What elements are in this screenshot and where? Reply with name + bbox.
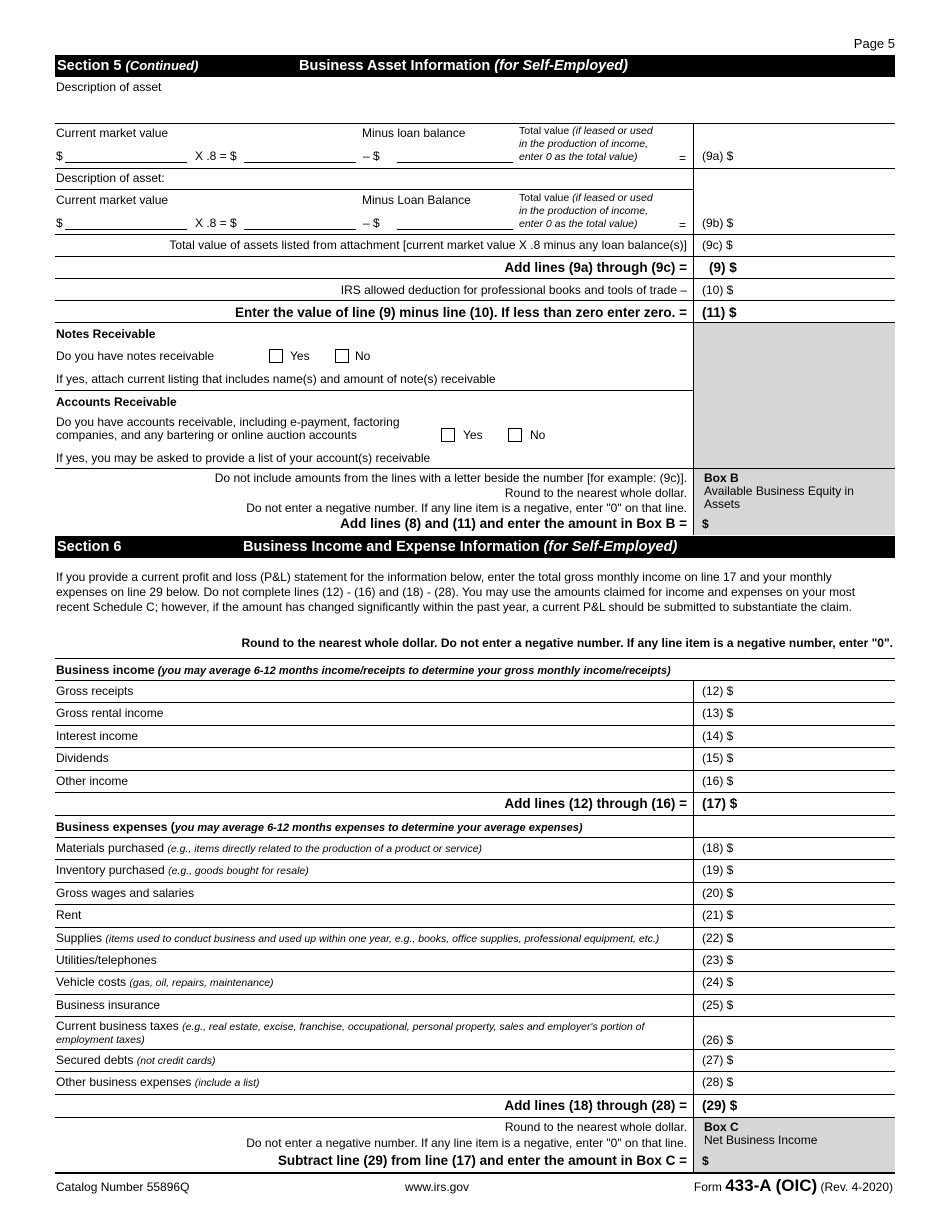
line-29-text: Add lines (18) through (28) = bbox=[504, 1098, 687, 1113]
box-b-instruction: Add lines (8) and (11) and enter the amount in Box B = bbox=[340, 516, 687, 531]
row-label: Other business expenses (include a list) bbox=[56, 1075, 260, 1090]
market-value-9b-field[interactable] bbox=[65, 229, 187, 230]
section5-label: Section 5 bbox=[57, 58, 122, 74]
notes-receivable-no-checkbox[interactable] bbox=[335, 349, 349, 363]
line-9-text: Add lines (9a) through (9c) = bbox=[504, 260, 687, 275]
notes-receivable-note: If yes, attach current listing that includes name(s) and amount of note(s) receivable bbox=[56, 372, 496, 386]
row-label: Interest income bbox=[56, 728, 139, 743]
round-note: Round to the nearest whole dollar. Do not enter a negative number. If any line item is a negative number, enter "0". bbox=[241, 636, 893, 650]
section5-title: Business Asset Information bbox=[299, 58, 491, 74]
total-value-2-label: Total value (if leased or used in the production of income, enter 0 as the total value) bbox=[519, 192, 653, 230]
row-label: Vehicle costs (gas, oil, repairs, maintenance) bbox=[56, 975, 274, 990]
section6-title-suffix: (for Self-Employed) bbox=[543, 539, 678, 555]
line-11[interactable]: (11) $ bbox=[702, 305, 737, 320]
line-9a[interactable]: (9a) $ bbox=[702, 149, 734, 163]
business-expenses-title: Business expenses (you may average 6-12 months expenses to determine your average expenses) bbox=[56, 820, 583, 834]
row-amount-field[interactable]: (16) $ bbox=[702, 773, 734, 788]
accounts-receivable-question: Do you have accounts receivable, including e-payment, factoring companies, and any bartering or online auction accounts bbox=[56, 415, 400, 442]
row-amount-field[interactable]: (15) $ bbox=[702, 751, 734, 766]
line-10-text: IRS allowed deduction for professional books and tools of trade – bbox=[340, 283, 687, 297]
row-amount-field[interactable]: (24) $ bbox=[702, 975, 734, 990]
line-9c-text: Total value of assets listed from attachment [current market value X .8 minus any loan balance(s)] bbox=[169, 238, 687, 252]
taxes-row-label: Current business taxes (e.g., real estate, excise, franchise, occupational, personal property, sales and employer's portion of employment taxes) bbox=[56, 1019, 645, 1046]
row-amount-field[interactable]: (23) $ bbox=[702, 953, 734, 967]
times-08-9b-field[interactable] bbox=[244, 229, 356, 230]
accounts-receivable-title: Accounts Receivable bbox=[56, 395, 177, 409]
notes-receivable-title: Notes Receivable bbox=[56, 327, 156, 341]
accounts-receivable-yes-checkbox[interactable] bbox=[441, 428, 455, 442]
row-amount-field[interactable]: (14) $ bbox=[702, 728, 734, 743]
section5-continued: (Continued) bbox=[125, 58, 199, 73]
notes-no-label: No bbox=[355, 349, 371, 363]
description-of-asset-2-label: Description of asset: bbox=[56, 171, 165, 185]
line-9b[interactable]: (9b) $ bbox=[702, 216, 734, 230]
row-label: Gross receipts bbox=[56, 684, 134, 698]
section6-intro: If you provide a current profit and loss (P&L) statement for the information below, enter the total gross monthly income on line 17 and your monthly expenses on line 29 below. Do not complete lines (12) - (16) and (18) - (28). You may use the amounts claimed for income and expenses on your most recent Schedule C; however, if the amount has changed significantly within the past year, a current P&L should be submitted to substantiate the claim. bbox=[56, 570, 856, 614]
line-9c[interactable]: (9c) $ bbox=[702, 238, 733, 252]
row-label: Dividends bbox=[56, 751, 109, 766]
row-label: Rent bbox=[56, 908, 82, 923]
line-29[interactable]: (29) $ bbox=[702, 1098, 738, 1113]
catalog-number: Catalog Number 55896Q bbox=[56, 1180, 190, 1194]
line-10[interactable]: (10) $ bbox=[702, 283, 734, 297]
box-b-amount[interactable]: $ bbox=[702, 517, 709, 531]
times-08-9a-field[interactable] bbox=[244, 162, 356, 163]
accounts-receivable-note: If yes, you may be asked to provide a list of your account(s) receivable bbox=[56, 451, 431, 465]
irs-website[interactable]: www.irs.gov bbox=[405, 1180, 470, 1194]
equals-sign-2: = bbox=[679, 218, 687, 232]
row-amount-field[interactable]: (27) $ bbox=[702, 1053, 734, 1067]
row-amount-field[interactable]: (13) $ bbox=[702, 706, 734, 721]
row-amount-field[interactable]: (20) $ bbox=[702, 885, 734, 900]
row-label: Gross wages and salaries bbox=[56, 885, 195, 900]
dollar-sign-2: $ bbox=[56, 216, 63, 230]
row-label: Utilities/telephones bbox=[56, 953, 157, 967]
row-label: Supplies (items used to conduct business and used up within one year, e.g., books, office supplies, professional equipment, etc.) bbox=[56, 930, 660, 945]
box-c-amount[interactable]: $ bbox=[702, 1154, 709, 1168]
row-label: Gross rental income bbox=[56, 706, 164, 721]
row-label: Inventory purchased (e.g., goods bought for resale) bbox=[56, 863, 309, 878]
box-b-notes: Do not include amounts from the lines with a letter beside the number [for example: (9c)]. Round to the nearest whole dollar. Do not enter a negative number. If any line item is a negative, enter "0" on that line. bbox=[214, 471, 687, 515]
row-amount-field[interactable]: (25) $ bbox=[702, 997, 734, 1012]
row-amount-field[interactable]: (21) $ bbox=[702, 908, 734, 923]
times-08: X .8 = $ bbox=[195, 149, 237, 163]
row-label: Secured debts (not credit cards) bbox=[56, 1053, 216, 1067]
minus-dollar: – $ bbox=[363, 149, 380, 163]
section6-header bbox=[55, 536, 895, 558]
line-9[interactable]: (9) $ bbox=[709, 260, 737, 275]
dollar-sign: $ bbox=[56, 149, 63, 163]
box-b-label: Box B Available Business Equity in Assets bbox=[704, 471, 854, 511]
description-of-asset-label: Description of asset bbox=[56, 80, 162, 94]
section5-title-suffix: (for Self-Employed) bbox=[494, 58, 628, 74]
minus-loan-balance-2-label: Minus Loan Balance bbox=[362, 193, 471, 207]
row-label: Materials purchased (e.g., items directly related to the production of a product or service) bbox=[56, 841, 482, 855]
current-market-value-2-label: Current market value bbox=[56, 193, 169, 207]
line-11-text: Enter the value of line (9) minus line (10). If less than zero enter zero. = bbox=[235, 305, 687, 320]
row-amount-field[interactable]: (28) $ bbox=[702, 1075, 734, 1090]
current-market-value-label: Current market value bbox=[56, 126, 169, 140]
notes-receivable-yes-checkbox[interactable] bbox=[269, 349, 283, 363]
total-value-label: Total value (if leased or used in the production of income, enter 0 as the total value) bbox=[519, 125, 653, 163]
times-08-2: X .8 = $ bbox=[195, 216, 237, 230]
row-amount-field[interactable]: (22) $ bbox=[702, 930, 734, 945]
box-c-label: Box C Net Business Income bbox=[704, 1120, 818, 1147]
page-number: Page 5 bbox=[853, 36, 895, 51]
section5-header bbox=[55, 55, 895, 77]
box-c-notes: Round to the nearest whole dollar. Do not enter a negative number. If any line item is a negative, enter "0" on that line. bbox=[246, 1120, 687, 1150]
loan-balance-9b-field[interactable] bbox=[397, 229, 513, 230]
market-value-9a-field[interactable] bbox=[65, 162, 187, 163]
section6-label: Section 6 bbox=[57, 539, 122, 555]
accounts-receivable-no-checkbox[interactable] bbox=[508, 428, 522, 442]
accounts-yes-label: Yes bbox=[463, 428, 483, 442]
row-label: Other income bbox=[56, 773, 129, 788]
notes-receivable-question: Do you have notes receivable bbox=[56, 349, 215, 363]
minus-dollar-2: – $ bbox=[363, 216, 380, 230]
business-income-title: Business income (you may average 6-12 months income/receipts to determine your gross monthly income/receipts) bbox=[56, 663, 671, 677]
line-17[interactable]: (17) $ bbox=[702, 796, 738, 811]
line-26[interactable]: (26) $ bbox=[702, 1033, 734, 1047]
minus-loan-balance-label: Minus loan balance bbox=[362, 126, 466, 140]
loan-balance-9a-field[interactable] bbox=[397, 162, 513, 163]
section6-title: Business Income and Expense Information bbox=[243, 539, 540, 555]
box-c-instruction: Subtract line (29) from line (17) and enter the amount in Box C = bbox=[277, 1153, 687, 1168]
notes-yes-label: Yes bbox=[290, 349, 310, 363]
row-label: Business insurance bbox=[56, 997, 161, 1012]
line-17-text: Add lines (12) through (16) = bbox=[504, 796, 687, 811]
row-amount-field[interactable]: (18) $ bbox=[702, 841, 734, 855]
accounts-no-label: No bbox=[530, 428, 546, 442]
form-page bbox=[55, 0, 895, 1230]
form-id: Form 433-A (OIC) (Rev. 4-2020) bbox=[693, 1176, 893, 1195]
row-amount-field[interactable]: (12) $ bbox=[702, 684, 734, 698]
equals-sign: = bbox=[679, 151, 687, 165]
row-amount-field[interactable]: (19) $ bbox=[702, 863, 734, 878]
